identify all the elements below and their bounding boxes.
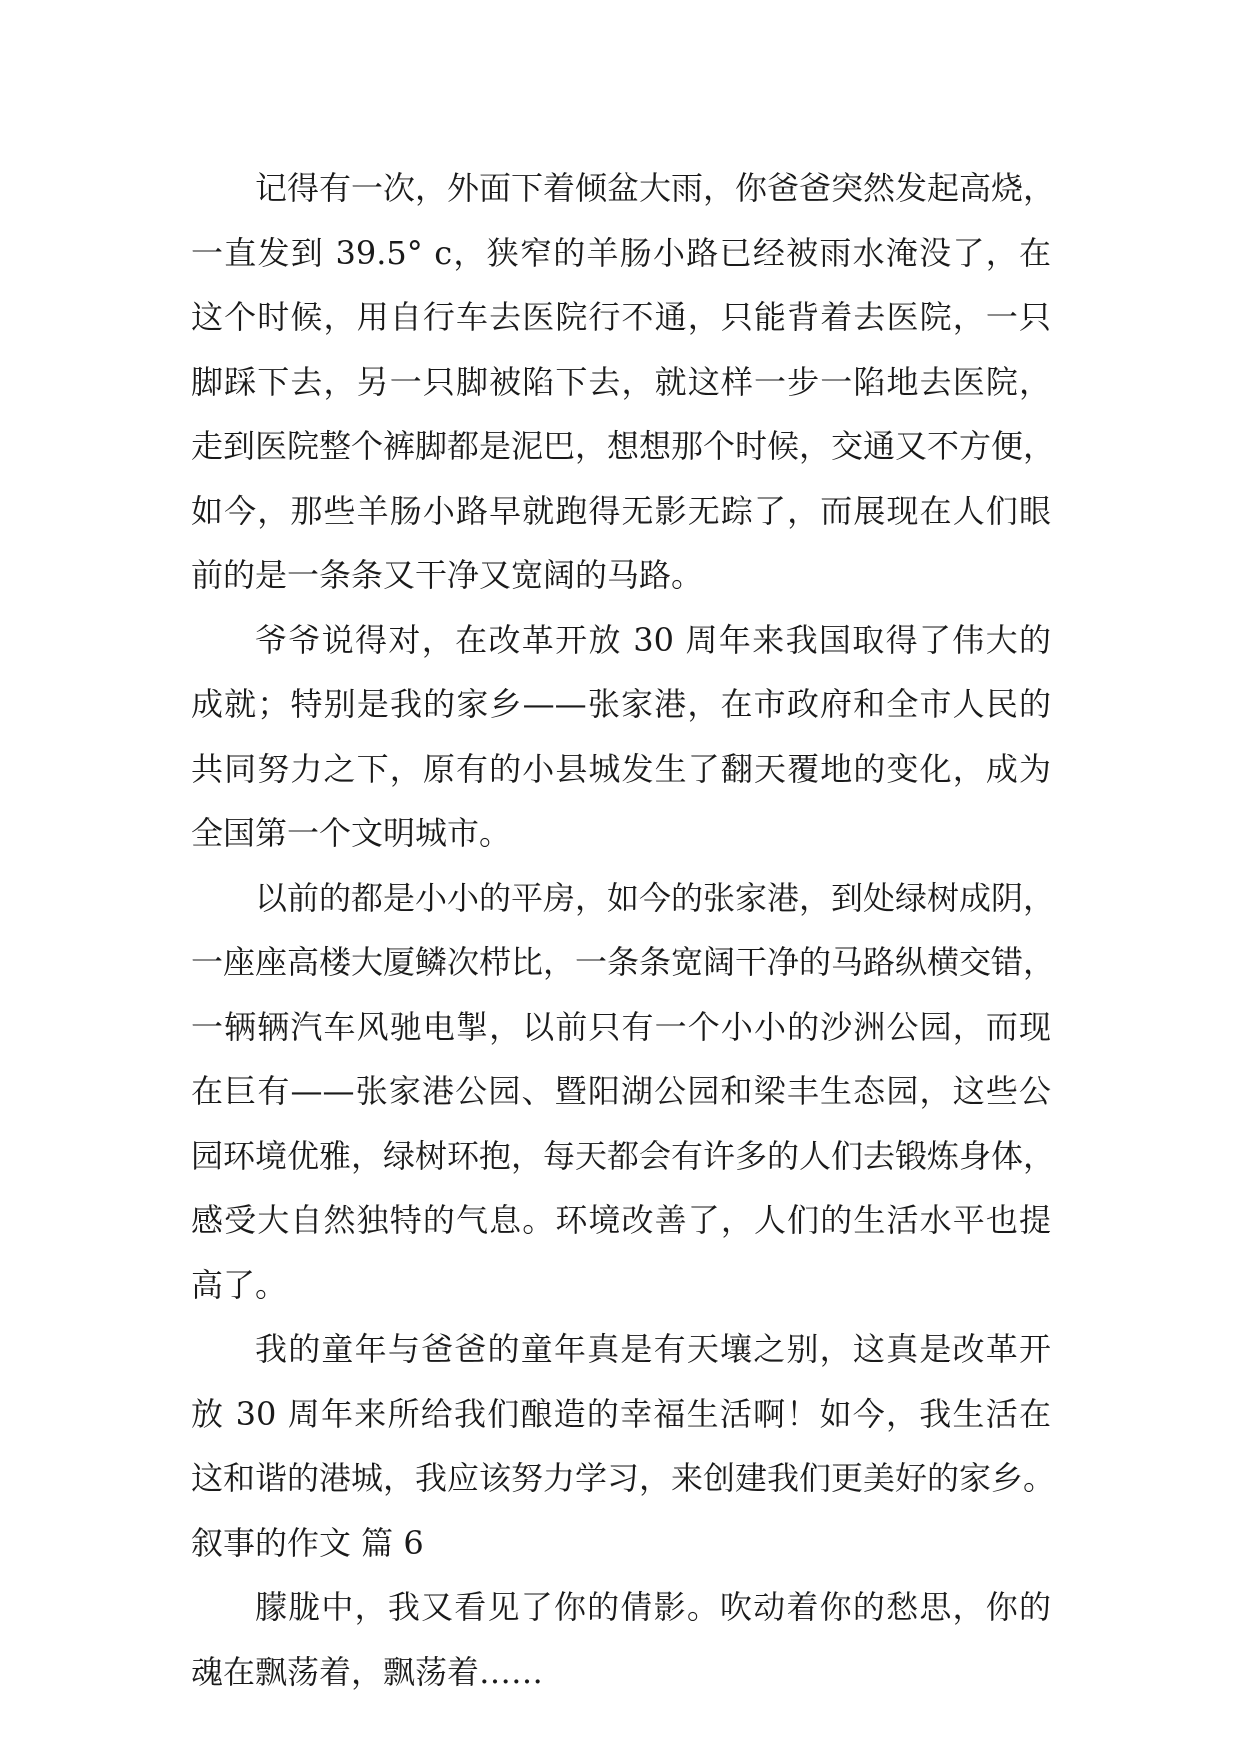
text-line: 朦胧中，我又看见了你的倩影。吹动着你的愁思，你的 (255, 1588, 1051, 1626)
text-line: 全国第一个文明城市。 (191, 814, 512, 852)
text-line: 一座座高楼大厦鳞次栉比，一条条宽阔干净的马路纵横交错， (191, 943, 1056, 981)
text-line: 成就；特别是我的家乡——张家港，在市政府和全市人民的 (191, 685, 1051, 723)
text-line: 走到医院整个裤脚都是泥巴，想想那个时候，交通又不方便， (191, 427, 1056, 465)
text-line: 爷爷说得对，在改革开放 30 周年来我国取得了伟大的 (255, 620, 1051, 659)
text-line: 前的是一条条又干净又宽阔的马路。 (191, 556, 704, 594)
text-line: 园环境优雅，绿树环抱，每天都会有许多的人们去锻炼身体， (191, 1136, 1056, 1175)
text-line: 共同努力之下，原有的小县城发生了翻天覆地的变化，成为 (191, 749, 1051, 788)
paragraph-5 (191, 1575, 1051, 1704)
text-line: 脚踩下去，另一只脚被陷下去，就这样一步一陷地去医院， (191, 362, 1051, 401)
text-line: 我的童年与爸爸的童年真是有天壤之别，这真是改革开 (255, 1330, 1051, 1368)
text-line: 高了。 (191, 1265, 288, 1304)
text-line: 这个时候，用自行车去医院行不通，只能背着去医院，一只 (191, 298, 1051, 336)
text-line: 放 30 周年来所给我们酿造的幸福生活啊！如今，我生活在 (191, 1394, 1051, 1433)
text-line: 这和谐的港城，我应该努力学习，来创建我们更美好的家乡。 (191, 1459, 1056, 1497)
text-line: 感受大自然独特的气息。环境改善了，人们的生活水平也提 (191, 1201, 1051, 1239)
text-line: 一直发到 39.5° c，狭窄的羊肠小路已经被雨水淹没了，在 (191, 233, 1051, 272)
paragraph-4 (191, 1317, 1056, 1511)
text-line: 在巨有——张家港公园、暨阳湖公园和梁丰生态园，这些公 (191, 1072, 1051, 1110)
text-line: 以前的都是小小的平房，如今的张家港，到处绿树成阴， (255, 878, 1056, 917)
paragraph-2 (191, 608, 1051, 866)
section-heading: 叙事的作文 篇 6 (191, 1523, 424, 1562)
text-line: 记得有一次，外面下着倾盆大雨，你爸爸突然发起高烧， (255, 169, 1056, 207)
paragraph-3 (191, 866, 1056, 1318)
essay-body (191, 156, 1056, 1704)
paragraph-1 (191, 156, 1056, 608)
text-line: 一辆辆汽车风驰电掣，以前只有一个小小的沙洲公园，而现 (191, 1007, 1051, 1046)
text-line: 如今，那些羊肠小路早就跑得无影无踪了，而展现在人们眼 (191, 491, 1051, 530)
text-line: 魂在飘荡着，飘荡着…… (191, 1652, 544, 1691)
